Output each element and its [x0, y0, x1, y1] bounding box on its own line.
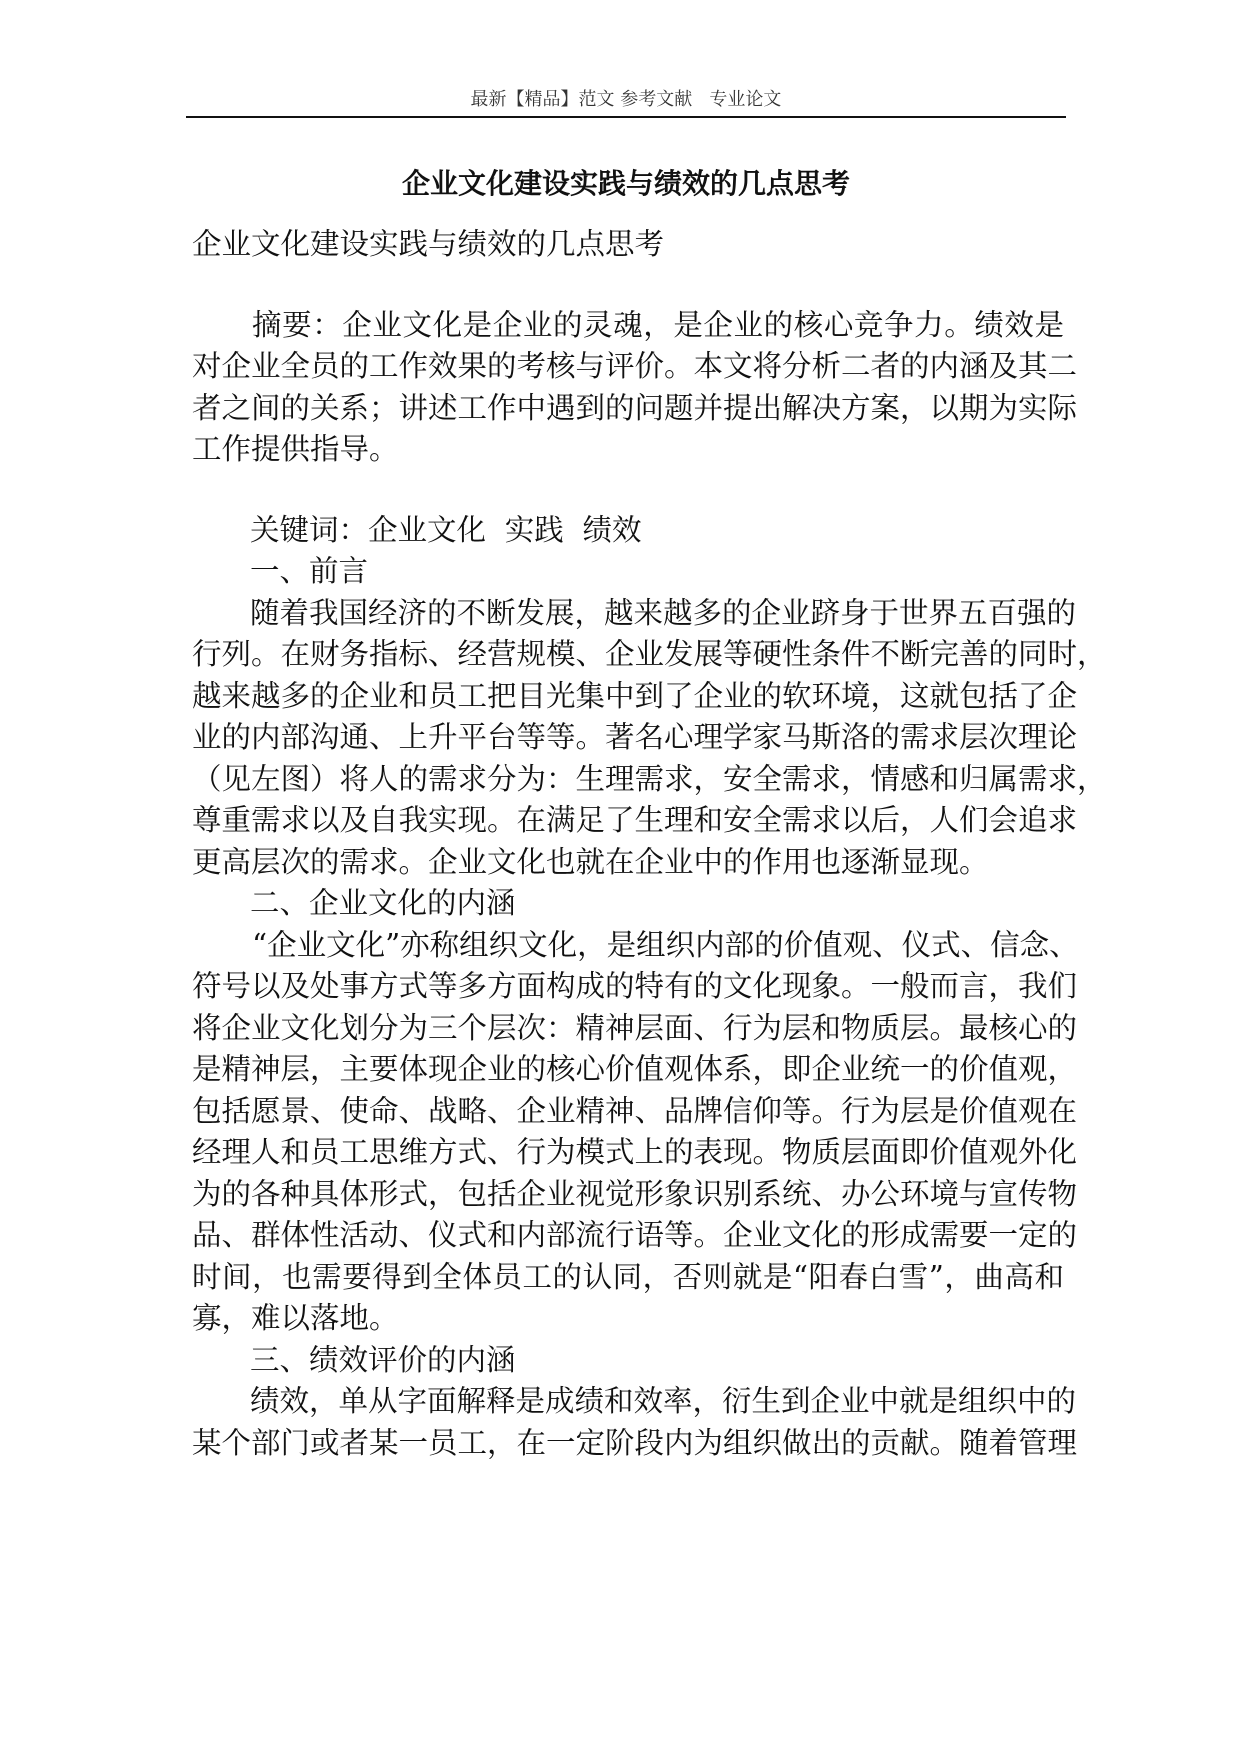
paragraph-line: 尊重需求以及自我实现。在满足了生理和安全需求以后，人们会追求	[192, 803, 1078, 837]
abstract-line: 者之间的关系；讲述工作中遇到的问题并提出解决方案，以期为实际	[192, 390, 1078, 425]
section-introduction	[192, 551, 1107, 883]
paragraph-line: 更高层次的需求。企业文化也就在企业中的作用也逐渐显现。	[192, 844, 989, 879]
paragraph-line: 品、群体性活动、仪式和内部流行语等。企业文化的形成需要一定的	[192, 1218, 1078, 1252]
spacer	[192, 471, 1064, 510]
document-body	[192, 224, 1107, 1464]
paragraph-line: 包括愿景、使命、战略、企业精神、品牌信仰等。行为层是价值观在	[192, 1093, 1078, 1128]
paragraph-line: 越来越多的企业和员工把目光集中到了企业的软环境，这就包括了企	[192, 678, 1078, 713]
subtitle: 企业文化建设实践与绩效的几点思考	[192, 227, 665, 261]
paragraph-line: （见左图）将人的需求分为：生理需求，安全需求，情感和归属需求，	[192, 761, 1107, 796]
paragraph-line: 寡，难以落地。	[192, 1301, 399, 1335]
document-title: 企业文化建设实践与绩效的几点思考	[401, 167, 850, 200]
paragraph-line: 符号以及处事方式等多方面构成的特有的文化现象。一般而言，我们	[192, 969, 1078, 1003]
paragraph-line: 行列。在财务指标、经营规模、企业发展等硬性条件不断完善的同时，	[192, 637, 1107, 671]
abstract-line: 工作提供指导。	[192, 432, 399, 466]
section-performance	[192, 1340, 1078, 1465]
paragraph-line: 经理人和员工思维方式、行为模式上的表现。物质层面即价值观外化	[192, 1135, 1078, 1169]
paragraph-line: 将企业文化划分为三个层次：精神层面、行为层和物质层。最核心的	[192, 1010, 1078, 1045]
header-rule	[186, 116, 1066, 118]
paragraph-line: 为的各种具体形式，包括企业视觉形象识别系统、办公环境与宣传物	[192, 1176, 1078, 1211]
section-heading: 三、绩效评价的内涵	[250, 1342, 516, 1377]
paragraph-line: 随着我国经济的不断发展，越来越多的企业跻身于世界五百强的	[250, 595, 1077, 630]
running-header: 最新【精品】范文 参考文献 专业论文	[470, 89, 782, 110]
section-heading: 二、企业文化的内涵	[250, 886, 516, 920]
paragraph-line: 某个部门或者某一员工，在一定阶段内为组织做出的贡献。随着管理	[192, 1425, 1078, 1460]
abstract-line: 对企业全员的工作效果的考核与评价。本文将分析二者的内涵及其二	[192, 349, 1078, 383]
section-corporate-culture	[192, 883, 1079, 1340]
keywords: 关键词：企业文化 实践 绩效	[250, 512, 642, 547]
section-heading: 一、前言	[250, 554, 369, 588]
paragraph-line: 时间，也需要得到全体员工的认同，否则就是“阳春白雪”，曲高和	[192, 1259, 1064, 1294]
abstract-line: 摘要：企业文化是企业的灵魂，是企业的核心竞争力。绩效是	[252, 307, 1064, 342]
abstract	[192, 305, 1078, 471]
paragraph-line: 是精神层，主要体现企业的核心价值观体系，即企业统一的价值观，	[192, 1052, 1078, 1086]
paragraph-line: “企业文化”亦称组织文化，是组织内部的价值观、仪式、信念、	[252, 927, 1079, 962]
paragraph-line: 绩效，单从字面解释是成绩和效率，衍生到企业中就是组织中的	[250, 1384, 1077, 1418]
spacer	[192, 266, 1064, 305]
paragraph-line: 业的内部沟通、上升平台等等。著名心理学家马斯洛的需求层次理论	[192, 720, 1078, 754]
